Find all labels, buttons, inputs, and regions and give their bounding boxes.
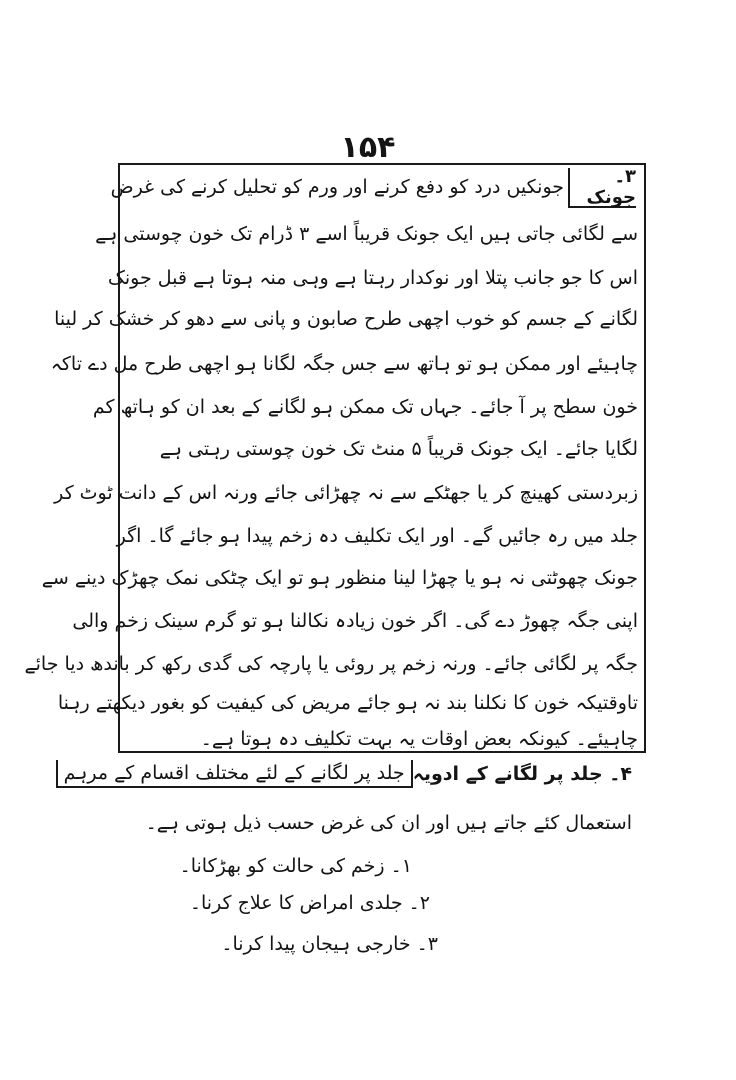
continuation-line: استعمال کئے جاتے ہیں اور ان کی غرض حسب ذیل ہوتی ہے۔ (145, 812, 632, 834)
list-item: ۲۔ جلدی امراض کا علاج کرنا۔ (189, 892, 430, 914)
list-item: ۱۔ زخم کی حالت کو بھڑکانا۔ (179, 855, 412, 877)
body-line: چاہیئے۔ کیونکہ بعض اوقات یہ بہت تکلیف دہ ہوتا ہے۔ (200, 728, 638, 750)
list-item: ۳۔ خارجی ہیجان پیدا کرنا۔ (221, 933, 438, 955)
section-4-label: ۴۔ جلد پر لگانے کے ادویہ (412, 763, 632, 785)
section-heading-leech: ۳۔ جونک (568, 168, 636, 208)
body-line: تاوقتیکہ خون کا نکلنا بند نہ ہو جائے مریض کی کیفیت کو بغور دیکھتے رہنا (57, 692, 638, 714)
section-4-title: جلد پر لگانے کے لئے مختلف اقسام کے مرہم (56, 760, 413, 788)
body-line: زبردستی کھینچ کر یا جھٹکے سے نہ چھڑائی جائے ورنہ اس کے دانت ٹوٹ کر (54, 482, 638, 504)
body-line: سے لگائی جاتی ہیں ایک جونک قریباً اسے ۳ ڈرام تک خون چوستی ہے (95, 223, 638, 245)
body-line: لگانے کے جسم کو خوب اچھی طرح صابون و پانی سے دھو کر خشک کر لینا (54, 308, 638, 330)
body-line: جگہ پر لگائی جائے۔ ورنہ زخم پر روئی یا پارچہ کی گدی رکھ کر باندھ دیا جائے (24, 653, 638, 675)
body-line: جونک چھوٹتی نہ ہو یا چھڑا لینا منظور ہو تو ایک چٹکی نمک چھڑک دینے سے (41, 567, 638, 589)
body-line: چاہیئے اور ممکن ہو تو ہاتھ سے جس جگہ لگانا ہو اچھی طرح مل دے تاکہ (50, 353, 638, 375)
section-4-heading (48, 760, 632, 788)
body-line: خون سطح پر آ جائے۔ جہاں تک ممکن ہو لگانے کے بعد ان کو ہاتھ کم (92, 396, 638, 418)
body-line: اپنی جگہ چھوڑ دے گی۔ اگر خون زیادہ نکالنا ہو تو گرم سینک زخم والی (72, 610, 638, 632)
body-line: جونکیں درد کو دفع کرنے اور ورم کو تحلیل کرنے کی غرض (110, 176, 564, 198)
body-line: لگایا جائے۔ ایک جونک قریباً ۵ منٹ تک خون چوستی رہتی ہے (159, 438, 638, 460)
body-line: اس کا جو جانب پتلا اور نوکدار رہتا ہے وہی منہ ہوتا ہے قبل جونک (107, 267, 638, 289)
body-line: جلد میں رہ جائیں گے۔ اور ایک تکلیف دہ زخم پیدا ہو جائے گا۔ اگر (116, 525, 638, 547)
page-number: ۱۵۴ (340, 130, 396, 165)
